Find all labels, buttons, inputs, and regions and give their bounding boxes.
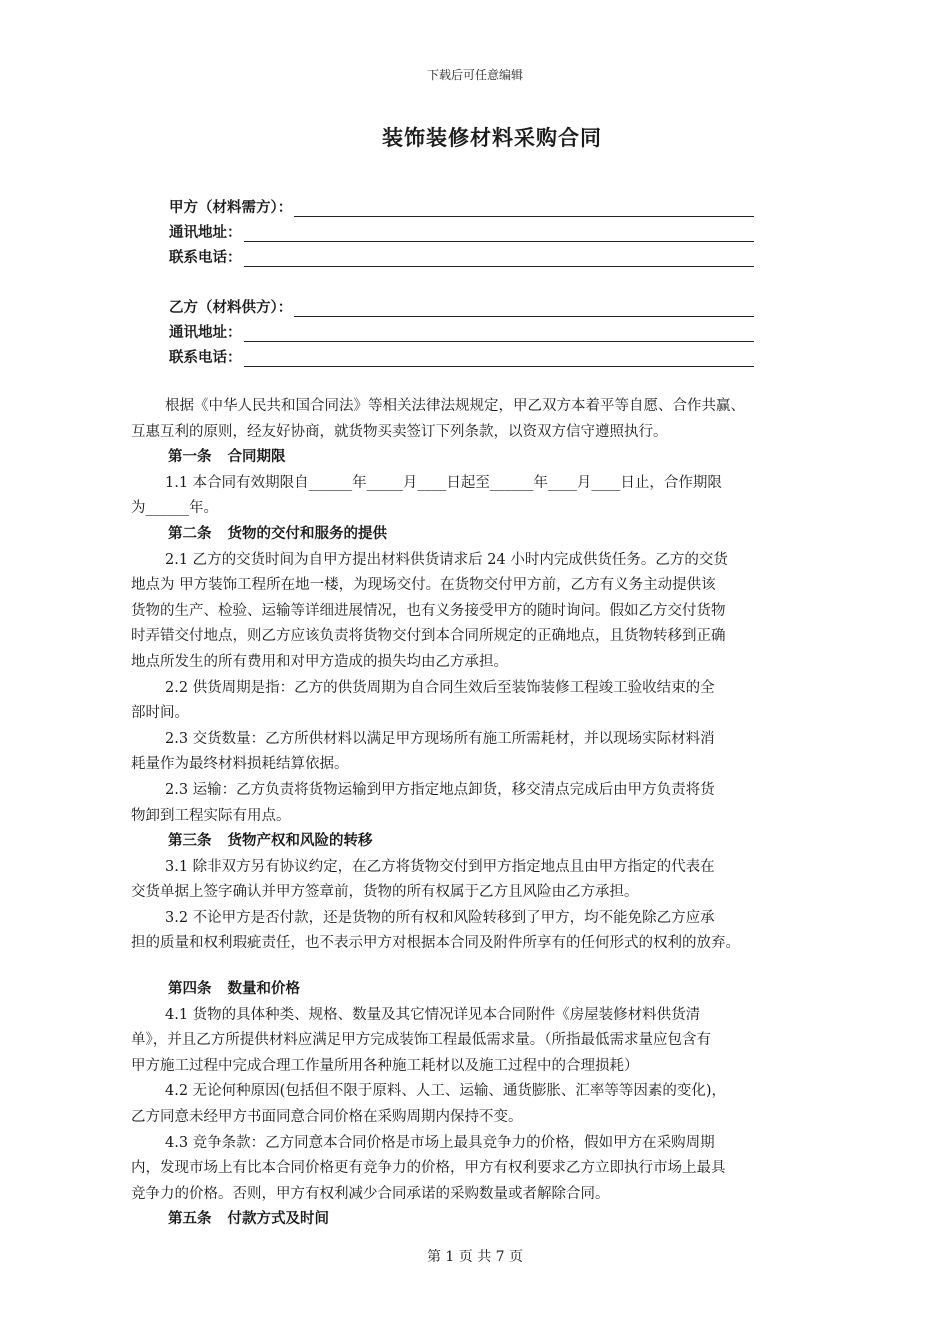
article-5-heading: 第五条 付款方式及时间 — [168, 1211, 329, 1228]
party-a-phone-line — [169, 242, 759, 267]
party-a-address-line — [169, 217, 759, 242]
article-2-paragraph-3: 2.3 交货数量：乙方所供材料以满足甲方现场所有施工所需耗材，并以现场实际材料消 耗量作为最终材料损耗结算依据。 — [131, 730, 715, 773]
party-a-block — [169, 192, 759, 267]
intro-paragraph — [131, 394, 831, 445]
party-b-phone-line — [169, 342, 759, 367]
party-b-address-label: 通讯地址： — [169, 325, 242, 341]
intro-line-2: 互惠互利的原则，经友好协商，就货物买卖签订下列条款，以资双方信守遵照执行。 — [131, 423, 668, 440]
party-b-address-blank — [244, 323, 755, 342]
party-b-phone-blank — [244, 348, 755, 367]
party-a-phone-label: 联系电话： — [169, 250, 242, 266]
party-a-address-label: 通讯地址： — [169, 225, 242, 241]
article-2-paragraph-2: 2.2 供货周期是指：乙方的供货周期为自合同生效后至装饰装修工程竣工验收结束的全 部时间。 — [131, 679, 715, 722]
article-4-paragraph-1: 4.1 货物的具体种类、规格、数量及其它情况详见本合同附件《房屋装修材料供货清 单》，并且乙方所提供材料应满足甲方完成装饰工程最低需求量。（所指最低需求量应包含有 甲方施工过程中完成合理工作量所用各种施工耗材以及施工过程中的合理损耗） — [131, 1006, 711, 1074]
party-b-block — [169, 292, 759, 367]
contract-body — [131, 394, 831, 1233]
section-gap — [131, 957, 831, 977]
article-4-paragraph-3: 4.3 竞争条款：乙方同意本合同价格是市场上最具竞争力的价格，假如甲方在采购周期 内，发现市场上有比本合同价格更有竞争力的价格，甲方有权利要求乙方立即执行市场上最具 竞争力的价格。否则，甲方有权利减少合同承诺的采购数量或者解除合同。 — [131, 1134, 726, 1202]
article-3-heading: 第三条 货物产权和风险的转移 — [168, 833, 373, 850]
article-3-paragraph-2: 3.2 不论甲方是否付款，还是货物的所有权和风险转移到了甲方，均不能免除乙方应承 担的质量和权利瑕疵责任，也不表示甲方对根据本合同及附件所享有的任何形式的权利的放弃。 — [131, 909, 740, 952]
party-a-name-line — [169, 192, 759, 217]
article-3-paragraph-1: 3.1 除非双方另有协议约定，在乙方将货物交付到甲方指定地点且由甲方指定的代表在 交货单据上签字确认并甲方签章前，货物的所有权属于乙方且风险由乙方承担。 — [131, 858, 715, 901]
document-title: 装饰装修材料采购合同 — [382, 126, 602, 150]
party-a-name-blank — [294, 198, 754, 217]
party-a-address-blank — [244, 223, 755, 242]
intro-line-1: 根据《中华人民共和国合同法》等相关法律法规规定，甲乙双方本着平等自愿、合作共赢、 — [165, 398, 745, 414]
party-b-address-line — [169, 317, 759, 342]
article-2-heading: 第二条 货物的交付和服务的提供 — [168, 525, 387, 542]
article-1-heading: 第一条 合同期限 — [168, 449, 286, 466]
party-b-label: 乙方（材料供方）： — [169, 300, 293, 316]
header-note: 下载后可任意编辑 — [426, 68, 523, 82]
party-b-name-line — [169, 292, 759, 317]
party-b-name-blank — [294, 298, 754, 317]
article-4-paragraph-2: 4.2 无论何种原因(包括但不限于原料、人工、运输、通货膨胀、汇率等等因素的变化)， 乙方同意未经甲方书面同意合同价格在采购周期内保持不变。 — [131, 1083, 726, 1126]
article-4-heading: 第四条 数量和价格 — [168, 981, 300, 998]
party-a-phone-blank — [244, 248, 755, 267]
article-1-paragraph-1: 1.1 本合同有效期限自______年_____月____日起至______年____月____日止，合作期限 为______年。 — [131, 474, 722, 517]
party-b-phone-label: 联系电话： — [169, 350, 242, 366]
article-2-paragraph-1: 2.1 乙方的交货时间为自甲方提出材料供货请求后 24 小时内完成供货任务。乙方的交货 地点为 甲方装饰工程所在地一楼，为现场交付。在货物交付甲方前，乙方有义务主动提供该 货物的生产、检验、运输等详细进展情况，也有义务接受甲方的随时询问。假如乙方交付货物 时弄错交付地点，则乙方应该负责将货物交付到本合同所规定的正确地点，且货物转移到正确 地点所发生的所有费用和对甲方造成的损失均由乙方承担。 — [131, 551, 728, 670]
party-a-label: 甲方（材料需方）： — [169, 200, 293, 216]
article-2-paragraph-4: 2.3 运输：乙方负责将货物运输到甲方指定地点卸货，移交清点完成后由甲方负责将货 物卸到工程实际有用点。 — [131, 781, 715, 824]
page-footer: 第 1 页 共 7 页 — [426, 1249, 524, 1265]
